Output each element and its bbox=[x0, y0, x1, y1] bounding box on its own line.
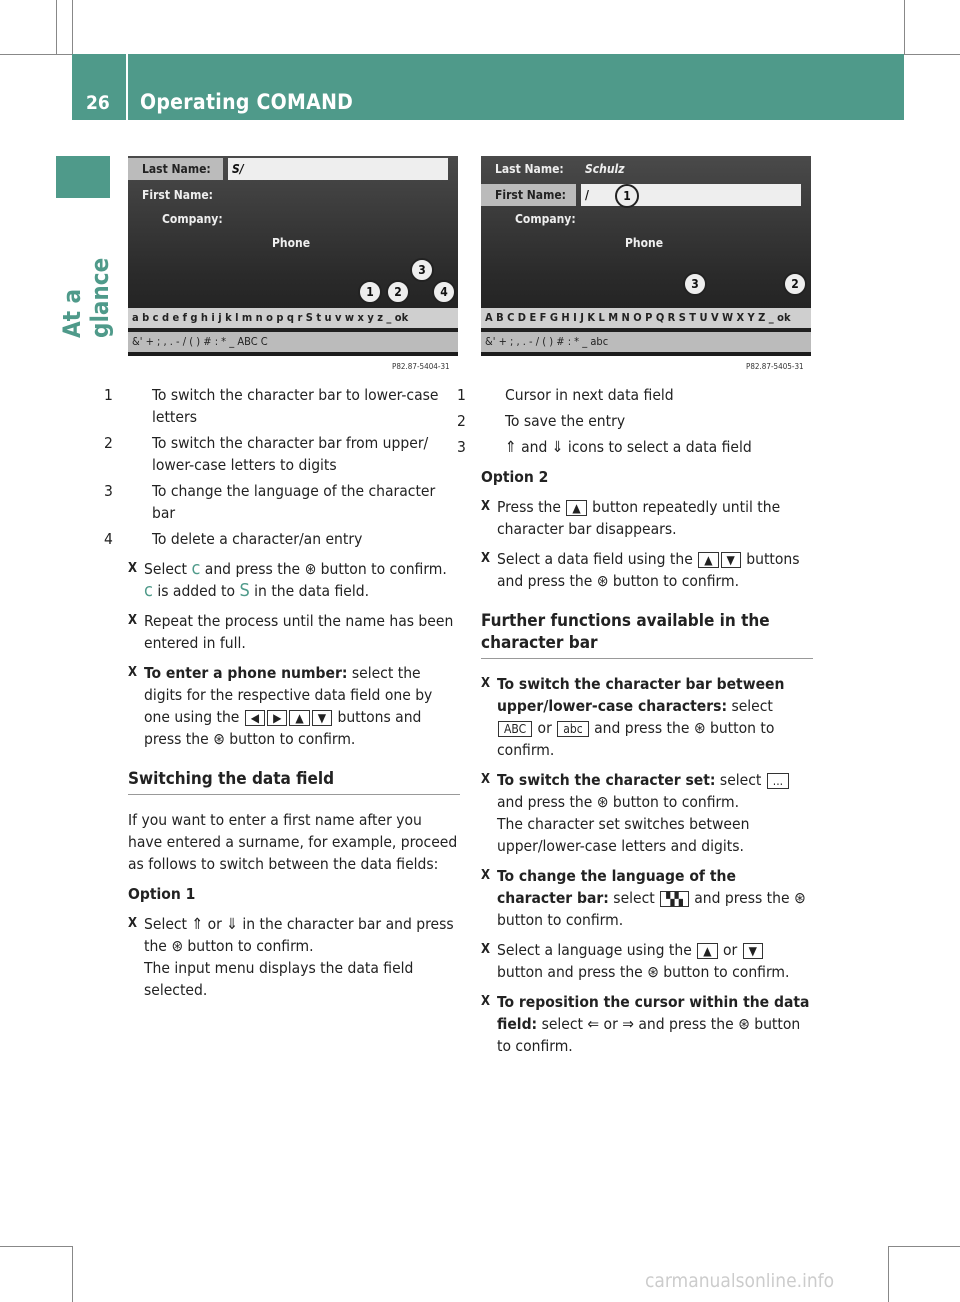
header-separator bbox=[126, 54, 128, 120]
function-bar: &' + ; , . - / ( ) # : * _ abc bbox=[481, 332, 811, 352]
crop-mark bbox=[904, 54, 960, 55]
field-label: First Name: bbox=[142, 188, 213, 202]
instruction-step: X Select a data field using the ▲ ▼ buttons and press the ⊛ button to confirm. bbox=[481, 548, 813, 592]
instruction-step: X To change the language of the character bar: select ▚▚ and press the ⊛ button to confirm. bbox=[481, 865, 813, 931]
field-value: Schulz bbox=[585, 162, 625, 176]
callout-2: 2 bbox=[386, 280, 410, 304]
field-value: S/ bbox=[232, 162, 244, 176]
crop-mark bbox=[72, 1246, 73, 1302]
field-label: Last Name: bbox=[142, 162, 211, 176]
instruction-step: X To switch the character bar between upper/lower-case characters: select ABC or abc and press the ⊛ button to confirm. bbox=[481, 673, 813, 761]
instruction-step: X Select ⇑ or ⇓ in the character bar and press the ⊛ button to confirm. The input menu displays the data field selected. bbox=[128, 913, 460, 1001]
paragraph: If you want to enter a first name after you have entered a surname, for example, proceed as follows to switch between the data fields: bbox=[128, 811, 458, 873]
crop-mark bbox=[0, 1246, 72, 1247]
callout-4: 4 bbox=[432, 280, 456, 304]
instruction-step: X To enter a phone number: select the digits for the respective data field one by one using the ◀ ▶ ▲ ▼ buttons and press the ⊛ button to confirm. bbox=[128, 662, 460, 750]
instruction-step: X Select c and press the ⊛ button to confirm. c is added to S in the data field. bbox=[128, 558, 460, 602]
figure-ref: P82.87-5405-31 bbox=[746, 362, 804, 371]
side-tab-block bbox=[56, 156, 110, 198]
left-column bbox=[104, 384, 460, 1009]
field-label: Last Name: bbox=[495, 162, 564, 176]
instruction-step: X Press the ▲ button repeatedly until the character bar disappears. bbox=[481, 496, 813, 540]
callout-1: 1 bbox=[358, 280, 382, 304]
side-section-label: At a glance bbox=[58, 257, 114, 338]
crop-mark bbox=[904, 0, 905, 54]
section-heading: Switching the data field bbox=[128, 768, 460, 795]
instruction-step: X Repeat the process until the name has been entered in full. bbox=[128, 610, 460, 654]
character-bar: a b c d e f g h i j k l m n o p q r S t u v w x y z _ ok bbox=[128, 308, 458, 328]
crop-mark bbox=[888, 1246, 889, 1302]
callout-1: 1 bbox=[615, 184, 639, 208]
function-bar: &' + ; , . - / ( ) # : * _ ABC C bbox=[128, 332, 458, 352]
legend-item: 3 To change the language of the character bar bbox=[104, 482, 436, 522]
crop-mark bbox=[0, 54, 72, 55]
page-number: 26 bbox=[86, 92, 110, 114]
crop-mark bbox=[72, 0, 73, 54]
right-column bbox=[457, 384, 813, 1065]
callout-2: 2 bbox=[783, 272, 807, 296]
legend-item: 1 To switch the character bar to lower-case letters bbox=[104, 386, 439, 426]
instruction-step: X To reposition the cursor within the data field: select ⇐ or ⇒ and press the ⊛ button to confirm. bbox=[481, 991, 813, 1057]
instruction-step: X To switch the character set: select ... and press the ⊛ button to confirm. The character set switches between upper/lower-case letters and digits. bbox=[481, 769, 813, 857]
legend-item: 3 ⇑ and ⇓ icons to select a data field bbox=[457, 438, 752, 456]
callout-3: 3 bbox=[683, 272, 707, 296]
field-label: Phone bbox=[625, 236, 664, 250]
figure-ref: P82.87-5404-31 bbox=[392, 362, 450, 371]
field-label: Company: bbox=[515, 212, 576, 226]
section-heading: Further functions available in the character bar bbox=[481, 610, 813, 659]
instruction-step: X Select a language using the ▲ or ▼ button and press the ⊛ button to confirm. bbox=[481, 939, 813, 983]
crop-mark bbox=[56, 0, 57, 54]
character-bar: A B C D E F G H I J K L M N O P Q R S T U V W X Y Z _ ok bbox=[481, 308, 811, 328]
legend-item: 1 Cursor in next data field bbox=[457, 386, 674, 404]
field-label: Phone bbox=[272, 236, 311, 250]
field-label: Company: bbox=[162, 212, 223, 226]
callout-3: 3 bbox=[410, 258, 434, 282]
option-heading: Option 1 bbox=[128, 885, 196, 903]
watermark: carmanualsonline.info bbox=[645, 1270, 835, 1292]
field-label: First Name: bbox=[495, 188, 566, 202]
legend-item: 2 To save the entry bbox=[457, 412, 626, 430]
legend-item: 2 To switch the character bar from upper/ lower-case letters to digits bbox=[104, 434, 429, 474]
screenshot-2 bbox=[481, 156, 811, 356]
field-value: / bbox=[585, 188, 589, 202]
crop-mark bbox=[888, 1246, 960, 1247]
option-heading: Option 2 bbox=[481, 468, 549, 486]
screenshot-1 bbox=[128, 156, 458, 356]
legend-item: 4 To delete a character/an entry bbox=[104, 530, 363, 548]
page-title: Operating COMAND bbox=[140, 90, 354, 114]
